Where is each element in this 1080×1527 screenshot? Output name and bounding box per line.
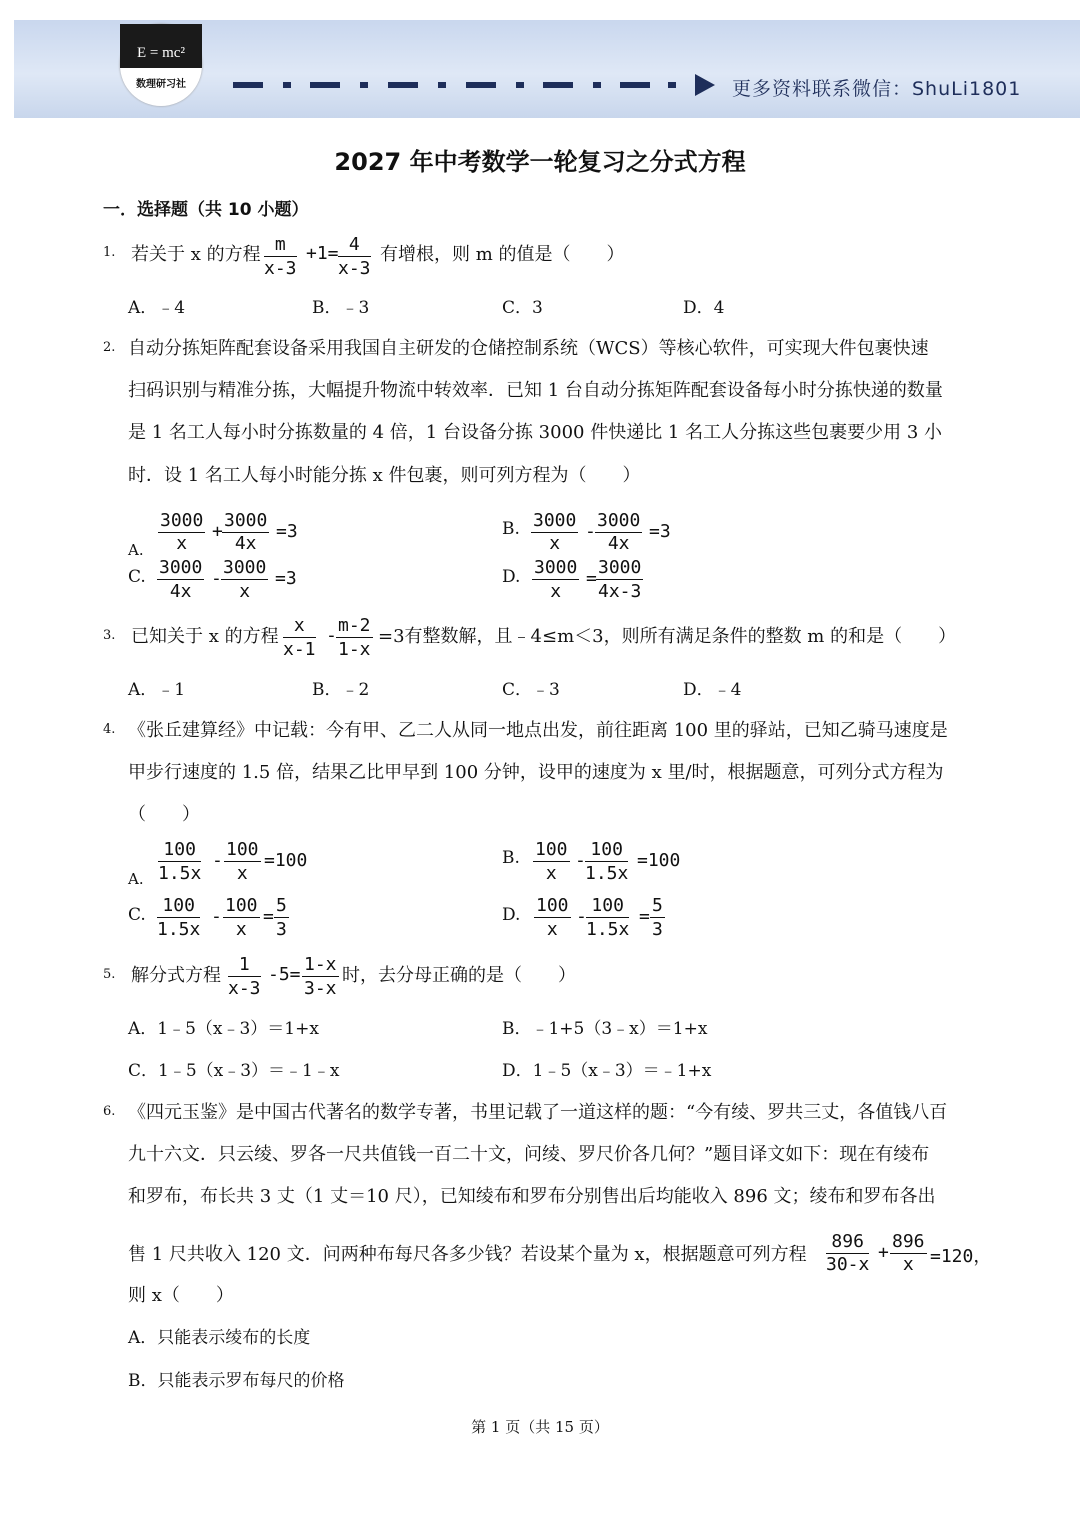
numerator: 3000 [159,557,203,578]
numerator: 100 [585,839,628,862]
question-number: 4. [103,722,116,737]
denominator: x [550,581,562,602]
fraction [223,895,260,942]
question-text: 九十六文．只云绫、罗各一尺共值钱一百二十文，问绫、罗尺价各几何？”题目译文如下：现在有绫布 [128,1144,930,1165]
numerator: 100 [536,895,569,916]
question-text: 《四元玉鉴》是中国古代著名的数学专著，书里记载了一道这样的题：“今有绫、罗共三丈，各值钱八百 [128,1102,948,1123]
option-b: B．﹣1+5（3﹣x）＝1+x [502,1019,708,1039]
operator: + [212,521,223,542]
option-d-label: D. [502,567,521,587]
question-text: 解分式方程 [131,965,221,986]
fraction [224,839,261,886]
option-b: B．只能表示罗布每尺的价格 [128,1371,345,1391]
numerator: 3000 [223,557,267,578]
denominator: 3 [276,919,287,940]
denominator: 4x [234,533,257,554]
fraction [890,1231,927,1275]
denominator: x [546,919,558,940]
denominator: x [176,533,188,554]
fraction [532,557,579,604]
option-b-label: B. [502,519,520,539]
fraction [157,895,200,942]
denominator: 4x [169,581,192,602]
operator: - [575,850,586,871]
question-number: 1. [103,245,116,260]
question-text: 时．设 1 名工人每小时能分拣 x 件包裹，则可列方程为（ ） [128,465,641,486]
option-c-label: C. [128,567,146,587]
numerator: 3000 [598,557,642,578]
option-a: A．1﹣5（x﹣3）＝1+x [128,1019,319,1039]
fraction [157,557,204,604]
denominator: 1-x [338,639,371,660]
numerator: 3000 [534,557,578,578]
question-text: 是 1 名工人每小时分拣数量的 4 倍，1 台设备分拣 3000 件快递比 1 名工人分拣这些包裹要少用 3 小 [128,422,943,443]
equation-rhs: =100 [264,850,308,871]
numerator: 3000 [533,510,577,531]
logo-formula: E = mc² [120,24,202,68]
dash-divider [438,82,446,88]
option-c: C．1﹣5（x﹣3）＝﹣1﹣x [128,1061,340,1081]
fraction [228,954,261,1001]
fraction [338,234,371,281]
option-c-label: C. [128,905,146,925]
option-b: B．﹣3 [312,298,370,318]
option-b-label: B. [502,848,520,868]
fraction [585,839,628,886]
equation-rhs: =3 [276,521,298,542]
option-d: D．4 [683,298,725,318]
numerator: 100 [226,839,259,860]
fraction [158,510,205,554]
page-footer: 第 1 页（共 15 页） [471,1418,609,1436]
operator: - [576,906,587,927]
question-text: 《张丘建算经》中记载：今有甲、乙二人从同一地点出发，前往距离 100 里的驿站，已知乙骑马速度是 [128,720,948,741]
option-c: C．3 [502,298,543,318]
operator: = [639,906,650,927]
numerator: 5 [276,895,287,916]
question-text: 扫码识别与精准分拣，大幅提升物流中转效率．已知 1 台自动分拣矩阵配套设备每小时分拣快递的数量 [128,380,943,401]
dash-divider [620,82,650,88]
question-text: 甲步行速度的 1.5 倍，结果乙比甲早到 100 分钟，设甲的速度为 x 里/时，根据题意，可列分式方程为 [128,762,944,783]
operator: - [211,568,222,589]
option-c: C．﹣3 [502,680,560,700]
operator: - [211,906,222,927]
section-heading: 一．选择题（共 10 小题） [103,200,309,220]
question-number: 6. [103,1104,116,1119]
numerator: 4 [338,234,371,257]
fraction [336,615,373,662]
denominator: x [545,863,557,884]
denominator: 4x-3 [598,581,642,602]
operator: +1= [306,243,339,264]
question-number: 5. [103,967,116,982]
denominator: x [239,581,251,602]
numerator: x [283,615,316,638]
fraction [595,510,642,554]
fraction [586,895,629,942]
dash-divider [593,82,601,88]
fraction [274,895,289,942]
fraction [534,895,571,942]
fraction [596,557,643,604]
denominator: 30-x [826,1254,870,1275]
dash-divider [668,82,676,88]
denominator: x [549,533,561,554]
denominator: 3-x [304,978,337,999]
operator: + [878,1242,889,1263]
numerator: 100 [225,895,258,916]
dash-divider [310,82,340,88]
denominator: 4x [607,533,630,554]
denominator: x [902,1254,914,1275]
fraction [531,510,578,554]
numerator: 5 [652,895,663,916]
dash-divider [516,82,524,88]
option-d-label: D. [502,905,521,925]
equation-rhs: =120， [930,1246,992,1267]
numerator: 100 [158,839,201,862]
fraction [158,839,201,886]
logo-club-name: 数理研习社 [136,79,186,90]
equation-rhs: =3 [649,521,671,542]
fraction [222,510,269,554]
dash-divider [388,82,418,88]
fraction [533,839,570,886]
numerator: m [264,234,297,257]
question-number: 2. [103,340,116,355]
denominator: 1.5x [586,919,630,940]
option-d: D．1﹣5（x﹣3）＝﹣1+x [502,1061,712,1081]
option-d: D．﹣4 [683,680,742,700]
denominator: 1.5x [158,863,202,884]
fraction [302,954,339,1001]
denominator: 1.5x [157,919,201,940]
arrow-right-icon [695,74,715,96]
question-text: 时，去分母正确的是（ ） [342,965,576,986]
numerator: 3000 [224,510,268,531]
operator: - [585,521,596,542]
operator: - [326,625,337,646]
option-a: A．﹣4 [128,298,186,318]
operator: - [212,850,223,871]
fraction [264,234,297,281]
question-text: 售 1 尺共收入 120 文．问两种布每尺各多少钱？若设某个量为 x，根据题意可列方程 [128,1244,807,1265]
fraction [650,895,665,942]
question-text: 有增根，则 m 的值是（ ） [380,244,625,265]
question-text: 则 x（ ） [128,1285,234,1306]
option-b: B．﹣2 [312,680,370,700]
numerator: 100 [535,839,568,860]
denominator: x-3 [264,258,297,279]
denominator: 3 [652,919,663,940]
question-number: 3. [103,628,116,643]
question-text: =3有整数解，且﹣4≤m＜3，则所有满足条件的整数 m 的和是（ ） [378,626,957,647]
option-a: A．只能表示绫布的长度 [128,1328,311,1348]
question-text: 自动分拣矩阵配套设备采用我国自主研发的仓储控制系统（WCS）等核心软件，可实现大件包裹快速 [128,338,929,359]
logo [120,24,202,106]
denominator: x-3 [338,258,371,279]
option-a-label: A. [128,870,144,888]
option-a: A．﹣1 [128,680,186,700]
fraction [221,557,268,604]
fraction [826,1231,870,1275]
contact-text: 更多资料联系微信：ShuLi1801 [732,78,1022,100]
equation-rhs: =3 [275,568,297,589]
option-a-label: A. [128,541,144,559]
question-text: 已知关于 x 的方程 [131,626,279,647]
dash-divider [360,82,368,88]
page-title: 2027 年中考数学一轮复习之分式方程 [334,148,746,176]
denominator: x-1 [283,639,316,660]
operator: -5= [268,964,301,985]
numerator: 1 [228,954,261,977]
numerator: 3000 [160,510,204,531]
equation-rhs: =100 [637,850,681,871]
denominator: x [235,919,247,940]
numerator: 896 [892,1231,925,1252]
denominator: 1.5x [585,863,629,884]
denominator: x [236,863,248,884]
numerator: 3000 [597,510,641,531]
operator: = [263,906,274,927]
question-text: （ ） [128,804,200,825]
dash-divider [233,82,263,88]
fraction [283,615,316,662]
question-text: 若关于 x 的方程 [131,244,261,265]
question-text: 和罗布，布长共 3 丈（1 丈＝10 尺），已知绫布和罗布分别售出后均能收入 896 文；绫布和罗布各出 [128,1186,936,1207]
numerator: m-2 [338,615,371,636]
numerator: 896 [826,1231,869,1254]
dash-divider [543,82,573,88]
numerator: 100 [157,895,200,918]
numerator: 100 [586,895,629,918]
numerator: 1-x [304,954,337,975]
denominator: x-3 [228,978,261,999]
operator: = [586,568,597,589]
dash-divider [283,82,291,88]
dash-divider [466,82,496,88]
